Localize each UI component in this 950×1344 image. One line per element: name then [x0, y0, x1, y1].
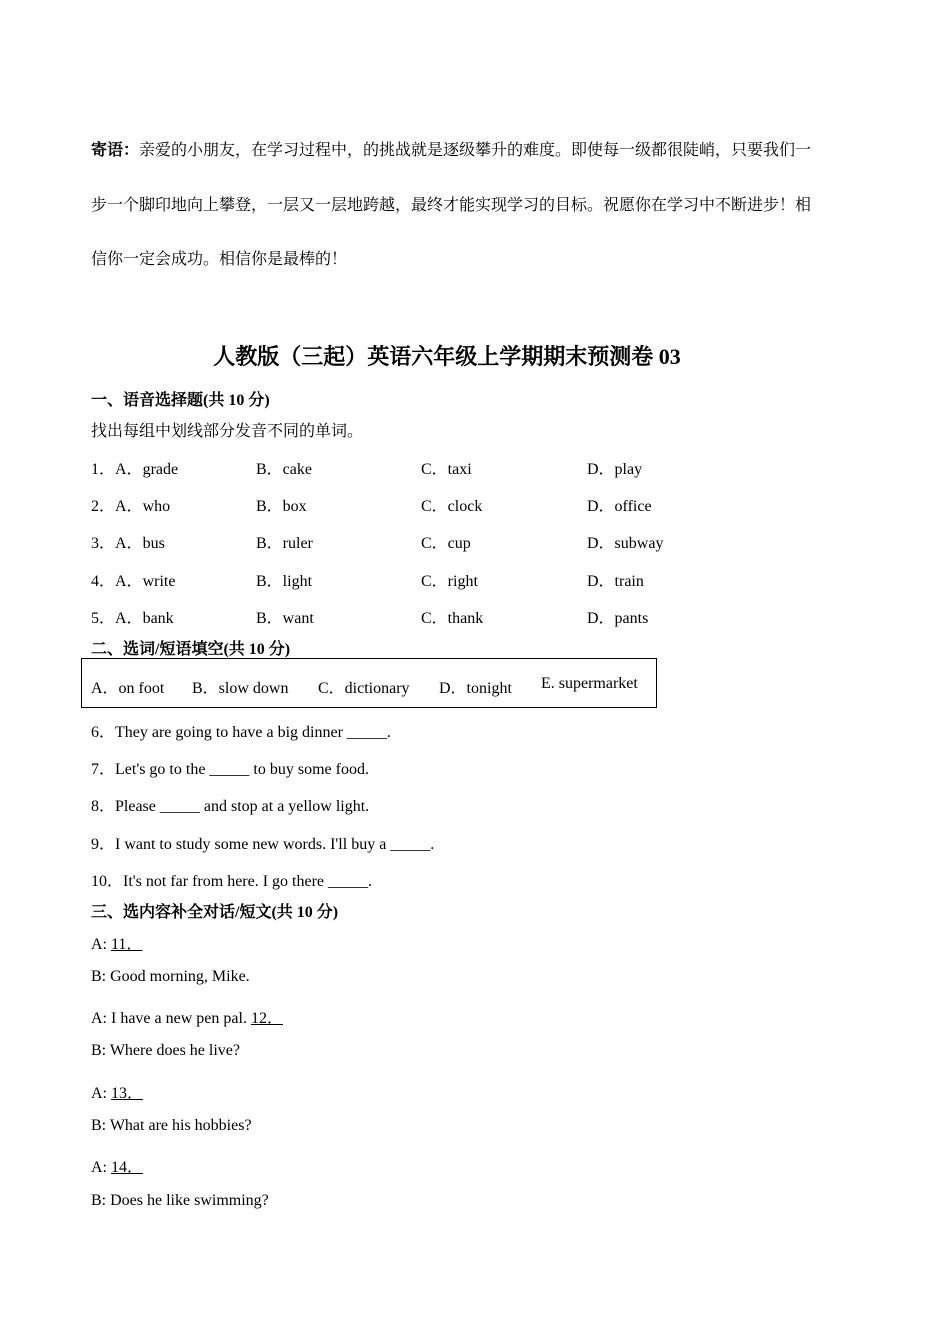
- q1-option-d: D．play: [587, 461, 643, 478]
- dialogue-line-1: [91, 931, 142, 954]
- q3-option-d: D．subway: [587, 535, 664, 552]
- answer-blank-13[interactable]: 13．: [111, 1085, 144, 1102]
- exam-title: 人教版（三起）英语六年级上学期期末预测卷 03: [213, 344, 681, 369]
- fill-question-6: 6．They are going to have a big dinner _____.: [91, 724, 391, 741]
- answer-blank-14[interactable]: 14．: [111, 1159, 144, 1176]
- q3-option-a: bus: [142, 535, 165, 552]
- q4-option-c: C．right: [421, 573, 478, 590]
- answer-blank-11[interactable]: 11．: [111, 936, 143, 953]
- fill-question-8: 8．Please _____ and stop at a yellow light.: [91, 798, 370, 815]
- section1-heading: 一、语音选择题(共 10 分): [91, 392, 270, 409]
- q2-option-d: D．office: [587, 498, 652, 515]
- q2-option-c: C．clock: [421, 498, 483, 515]
- section2-heading: 二、选词/短语填空(共 10 分): [91, 641, 291, 658]
- dialogue-line-5: [91, 1080, 143, 1103]
- dialogue-text: B: What are his hobbies?: [91, 1117, 252, 1134]
- q1-option-c: C．taxi: [421, 461, 472, 478]
- q5-option-b: B．want: [256, 610, 314, 627]
- section1-instruction: 找出每组中划线部分发音不同的单词。: [91, 423, 364, 440]
- q2-number: 2．A．: [91, 498, 143, 515]
- preface-paragraph: [91, 124, 821, 288]
- section3-heading: 三、选内容补全对话/短文(共 10 分): [91, 904, 339, 921]
- dialogue-line-7: [91, 1154, 143, 1177]
- q4-number: 4．A．: [91, 573, 143, 590]
- word-option-e: E. supermarket: [541, 675, 638, 692]
- q4-option-a: write: [142, 573, 176, 590]
- dialogue-text: B: Where does he live?: [91, 1042, 240, 1059]
- dialogue-line-2: [91, 968, 250, 986]
- q1-option-b: B．cake: [256, 461, 312, 478]
- dialogue-text: A: I have a new pen pal.: [91, 1010, 251, 1027]
- dialogue-text: A:: [91, 1159, 111, 1176]
- word-option-d: D．tonight: [439, 680, 512, 697]
- q3-number: 3．A．: [91, 535, 143, 552]
- q5-option-d: D．pants: [587, 610, 649, 627]
- dialogue-line-6: [91, 1117, 252, 1135]
- dialogue-line-8: [91, 1192, 269, 1210]
- word-option-c: C．dictionary: [318, 680, 410, 697]
- answer-blank-12[interactable]: 12．: [250, 1010, 283, 1027]
- fill-question-7: 7．Let's go to the _____ to buy some food.: [91, 761, 369, 778]
- fill-question-10: 10．It's not far from here. I go there _____.: [91, 873, 373, 890]
- q3-option-c: C．cup: [421, 535, 471, 552]
- word-option-b: B．slow down: [192, 680, 289, 697]
- q5-option-a: bank: [142, 610, 174, 627]
- word-bank-box: [81, 658, 657, 708]
- q2-option-a: who: [142, 498, 171, 515]
- q5-option-c: C．thank: [421, 610, 484, 627]
- dialogue-text: B: Good morning, Mike.: [91, 968, 250, 985]
- dialogue-line-4: [91, 1042, 240, 1060]
- dialogue-line-3: [91, 1005, 283, 1028]
- word-option-a: A．on foot: [91, 680, 165, 697]
- q1-number: 1．A．: [91, 461, 143, 478]
- q5-number: 5．A．: [91, 610, 143, 627]
- q3-option-b: B．ruler: [256, 535, 313, 552]
- dialogue-text: A:: [91, 1085, 111, 1102]
- q4-option-b: B．light: [256, 573, 313, 590]
- preface-text: 亲爱的小朋友，在学习过程中，的挑战就是逐级攀升的难度。即使每一级都很陡峭，只要我们一步一个脚印地向上攀登，一层又一层地跨越，最终才能实现学习的目标。祝愿你在学习中不断进步！相信你一定会成功。相信你是最棒的！: [91, 142, 812, 268]
- q2-option-b: B．box: [256, 498, 307, 515]
- dialogue-text: B: Does he like swimming?: [91, 1192, 269, 1209]
- preface-label: 寄语：: [91, 142, 140, 159]
- q4-option-d: D．train: [587, 573, 644, 590]
- q1-option-a: grade: [142, 461, 179, 478]
- fill-question-9: 9．I want to study some new words. I'll buy a _____.: [91, 836, 435, 853]
- dialogue-text: A:: [91, 936, 111, 953]
